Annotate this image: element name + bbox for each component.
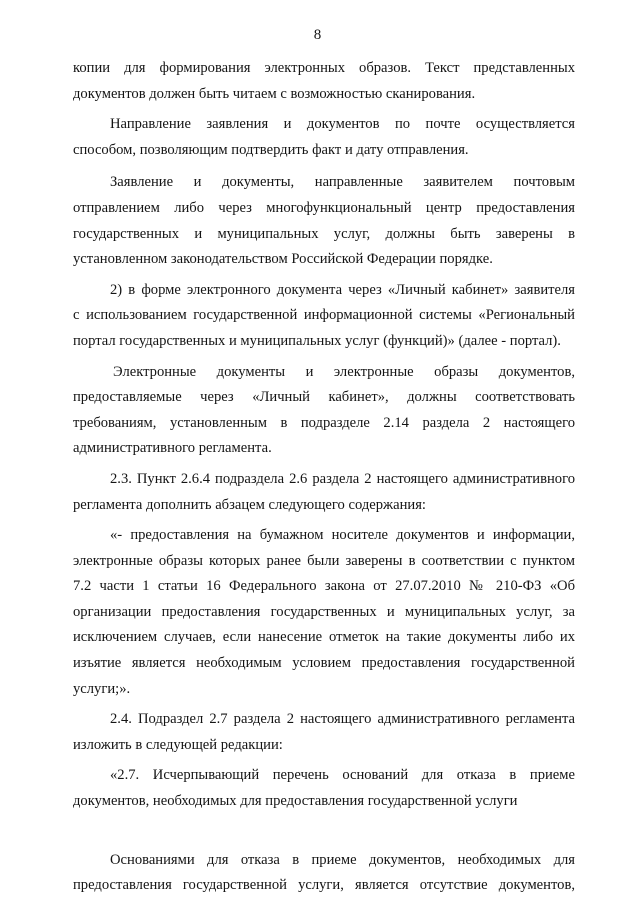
text-line: изложить в следующей редакции: (73, 736, 283, 753)
text-line: 2.3. Пункт 2.6.4 подраздела 2.6 раздела 2 настоящего административного (110, 470, 575, 487)
paragraph-electronic-documents (73, 360, 575, 462)
text-line: 2.4. Подраздел 2.7 раздела 2 настоящего административного регламента (110, 711, 575, 728)
text-line: Направление заявления и документов по почте осуществляется (110, 116, 575, 133)
text-line: предоставления государственной услуги, является отсутствие документов, (73, 877, 575, 894)
text-line: документов, необходимых для предоставления государственной услуги (73, 793, 518, 810)
text-line: 2) в форме электронного документа через «Личный кабинет» заявителя (110, 281, 575, 298)
text-line: административного регламента. (73, 440, 272, 457)
page-number: 8 (313, 27, 322, 43)
paragraph-subsection-2-7-heading (73, 763, 575, 814)
text-line: 7.2 части 1 статьи 16 Федерального закона от 27.07.2010 № 210-ФЗ «Об (73, 578, 575, 595)
text-line: изъятие является необходимым условием предоставления государственной (73, 655, 575, 672)
paragraph-electronic-form (73, 278, 575, 355)
paragraph-refusal-grounds (73, 848, 575, 899)
text-line: Электронные документы и электронные образы документов, (113, 363, 575, 380)
text-line: копии для формирования электронных образов. Текст представленных (73, 60, 575, 76)
text-line: установленном законодательством Российской Федерации порядке. (73, 251, 493, 268)
text-line: предоставляемые через «Личный кабинет», должны соответствовать (73, 389, 575, 406)
text-line: Основаниями для отказа в приеме документов, необходимых для (110, 851, 575, 868)
text-line: способом, позволяющим подтвердить факт и дату отправления. (73, 141, 469, 158)
text-line: организации предоставления государственных и муниципальных услуг, за (73, 603, 575, 620)
text-line: электронные образы которых ранее были заверены в соответствии с пунктом (73, 552, 575, 569)
text-line: с использованием государственной информационной системы «Региональный (73, 307, 575, 324)
text-line: «- предоставления на бумажном носителе документов и информации, (110, 527, 575, 544)
text-line: требованиям, установленным в подразделе 2.14 раздела 2 настоящего (73, 414, 575, 431)
text-line: исключением случаев, если нанесение отметок на такие документы либо их (73, 629, 575, 646)
paragraph-certification (73, 170, 575, 272)
paragraph-item-2-3 (73, 467, 575, 518)
text-line: портал государственных и муниципальных услуг (функций)» (далее - портал). (73, 332, 561, 349)
paragraph-postal-sending (73, 112, 575, 163)
text-line: регламента дополнить абзацем следующего содержания: (73, 496, 426, 513)
paragraph-scan-copies (73, 56, 575, 107)
text-line: государственных и муниципальных услуг, должны быть заверены в (73, 225, 575, 242)
document-body (73, 56, 575, 899)
text-line: документов должен быть читаем с возможностью сканирования. (73, 85, 476, 102)
text-line: услуги;». (73, 680, 131, 697)
text-line: «2.7. Исчерпывающий перечень оснований для отказа в приеме (110, 767, 575, 784)
text-line: Заявление и документы, направленные заявителем почтовым (110, 174, 575, 191)
text-line: отправлением либо через многофункциональный центр предоставления (73, 199, 575, 216)
paragraph-item-2-4 (73, 707, 575, 758)
paragraph-quoted-addition (73, 523, 575, 702)
